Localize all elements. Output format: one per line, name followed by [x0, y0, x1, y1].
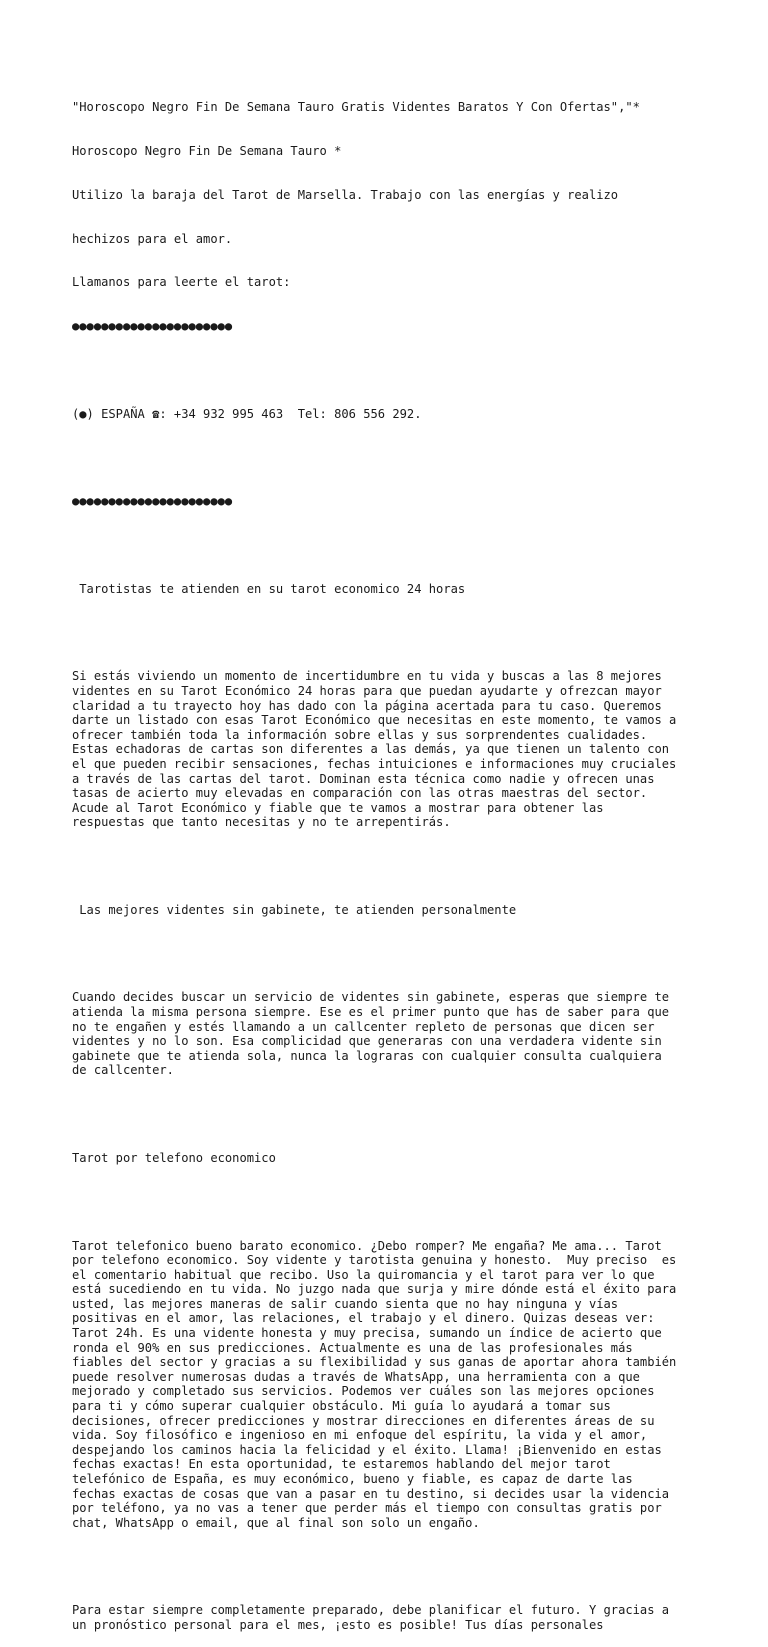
section-body-tarotistas: Si estás viviendo un momento de incertidumbre en tu vida y buscas a las 8 mejores videntes en su Tarot Económico 24 horas para que puedan ayudarte y ofrezcan mayor claridad a tu trayecto hoy has dado con la página acertada para tu caso. Queremos darte un listado con esas Tarot Económico que necesitas en este momento, te vamos a ofrecer también toda la información sobre ellas y sus sorprendentes cualidades. Estas echadoras de cartas son diferentes a las demás, ya que tienen un talento con el que pueden recibir sensaciones, fechas intuiciones e informaciones muy cruciales a través de las cartas del tarot. Dominan esta técnica como nadie y ofrecen unas tasas de acierto muy elevadas en comparación con las otras maestras del sector. Acude al Tarot Económico y fiable que te vamos a mostrar para obtener las respuestas que tanto necesitas y no te arrepentirás.	[72, 669, 677, 830]
spacer	[72, 859, 712, 874]
section-heading-tarotistas: Tarotistas te atienden en su tarot economico 24 horas	[72, 581, 466, 596]
contact-line: (●) ESPAÑA ☎: +34 932 995 463 Tel: 806 556 292.	[72, 406, 422, 421]
spacer	[72, 538, 712, 553]
spacer	[72, 1195, 712, 1210]
spacer	[72, 450, 712, 465]
dots-divider-top: ●●●●●●●●●●●●●●●●●●●●●●	[72, 319, 233, 334]
section-body-videntes: Cuando decides buscar un servicio de videntes sin gabinete, esperas que siempre te atienda la misma persona siempre. Ese es el primer punto que has de saber para que no te engañen y estés llamando a un callcenter repleto de personas que dicen ser videntes y no lo son. Esa complicidad que generaras con una verdadera vidente sin gabinete que te atienda sola, nunca la lograras con cualquier consulta cualquiera de callcenter.	[72, 990, 670, 1078]
call-line: Llamanos para leerte el tarot:	[72, 275, 291, 290]
intro-line-2: hechizos para el amor.	[72, 231, 233, 246]
spacer	[72, 363, 712, 378]
title-line-2: Horoscopo Negro Fin De Semana Tauro *	[72, 143, 342, 158]
title-line-1: "Horoscopo Negro Fin De Semana Tauro Gratis Videntes Baratos Y Con Ofertas","*	[72, 100, 640, 115]
spacer	[72, 947, 712, 962]
section-body-tarot-telefono: Tarot telefonico bueno barato economico. ¿Debo romper? Me engaña? Me ama... Tarot por telefono economico. Soy vidente y tarotista genuina y honesto. Muy preciso es el comentario habitual que recibo. Uso la quiromancia y el tarot para ver lo que está sucediendo en tu vida. No juzgo nada que surja y mire dónde está el éxito para usted, las mejores maneras de salir cuando sienta que no hay ninguna y vías positivas en el amor, las relaciones, el trabajo y el dinero. Quizas deseas ver: Tarot 24h. Es una vidente honesta y muy precisa, sumando un índice de acierto que ronda el 90% en sus predicciones. Actualmente es una de las profesionales más fiables del sector y gracias a su flexibilidad y sus ganas de aportar ahora también puede resolver numerosas dudas a través de WhatsApp, una herramienta con a que mejorado y completado sus servicios. Podemos ver cuáles son las mejores opciones para ti y cómo superar cualquier obstáculo. Mi guía lo ayudará a tomar sus decisiones, ofrecer predicciones y mostrar direcciones en diferentes áreas de su vida. Soy filosófico e ingenioso en mi enfoque del espíritu, la vida y el amor, despejando los caminos hacia la felicidad y el éxito. Llama! ¡Bienvenido en estas fechas exactas! En esta oportunidad, te estaremos hablando del mejor tarot telefónico de España, es muy económico, bueno y fiable, es capaz de darte las fechas exactas de cosas que van a pasar en tu destino, si decides usar la videncia por teléfono, ya no vas a tener que perder más el tiempo con consultas gratis por chat, WhatsApp o email, que al final son solo un engaño.	[72, 1238, 677, 1530]
section-body-planificar: Para estar siempre completamente preparado, debe planificar el futuro. Y gracias a un pronóstico personal para el mes, ¡esto es posible! Tus días personales	[72, 1603, 670, 1632]
intro-line-1: Utilizo la baraja del Tarot de Marsella. Trabajo con las energías y realizo	[72, 187, 619, 202]
section-heading-tarot-telefono: Tarot por telefono economico	[72, 1150, 276, 1165]
document-page	[72, 71, 712, 1647]
spacer	[72, 626, 712, 641]
spacer	[72, 1560, 712, 1575]
section-heading-videntes: Las mejores videntes sin gabinete, te atienden personalmente	[72, 902, 517, 917]
dots-divider-bottom: ●●●●●●●●●●●●●●●●●●●●●●	[72, 494, 233, 509]
spacer	[72, 1107, 712, 1122]
